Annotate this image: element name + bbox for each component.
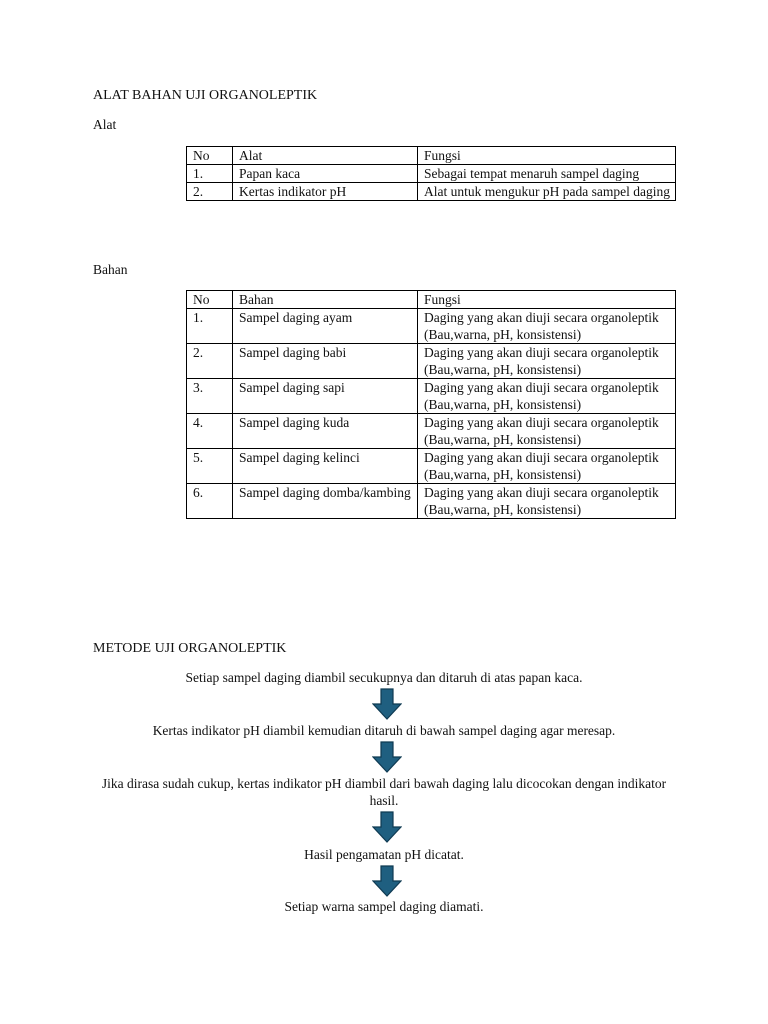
table-cell: Daging yang akan diuji secara organoleptik (Bau,warna, pH, konsistensi) (418, 449, 676, 484)
alat-label: Alat (93, 117, 117, 132)
table-cell: Daging yang akan diuji secara organoleptik (Bau,warna, pH, konsistensi) (418, 309, 676, 344)
table-cell: Sampel daging kuda (233, 414, 418, 449)
table-cell: 4. (187, 414, 233, 449)
table-header-row (187, 291, 676, 309)
table-cell: 3. (187, 379, 233, 414)
method-step: Kertas indikator pH diambil kemudian ditaruh di bawah sampel daging agar meresap. (152, 723, 616, 738)
table-row (187, 484, 676, 519)
method-title: METODE UJI ORGANOLEPTIK (93, 641, 287, 656)
table-header-row (187, 147, 676, 165)
table-cell: Sampel daging kelinci (233, 449, 418, 484)
table-cell: 2. (187, 344, 233, 379)
table-cell: Daging yang akan diuji secara organoleptik (Bau,warna, pH, konsistensi) (418, 484, 676, 519)
table-cell: 1. (187, 165, 233, 183)
table-cell: Alat untuk mengukur pH pada sampel daging (418, 183, 676, 201)
down-arrow-icon (372, 741, 402, 773)
table-cell: 1. (187, 309, 233, 344)
alat-table (186, 146, 676, 201)
table-cell: Daging yang akan diuji secara organoleptik (Bau,warna, pH, konsistensi) (418, 379, 676, 414)
table-cell: Sampel daging babi (233, 344, 418, 379)
table-row (187, 183, 676, 201)
method-step: Setiap sampel daging diambil secukupnya dan ditaruh di atas papan kaca. (185, 670, 583, 685)
method-step: Hasil pengamatan pH dicatat. (304, 847, 464, 862)
table-cell: Daging yang akan diuji secara organoleptik (Bau,warna, pH, konsistensi) (418, 414, 676, 449)
header-cell: Alat (233, 147, 418, 165)
table-cell: Kertas indikator pH (233, 183, 418, 201)
method-step: Setiap warna sampel daging diamati. (284, 899, 484, 914)
table-cell: Daging yang akan diuji secara organoleptik (Bau,warna, pH, konsistensi) (418, 344, 676, 379)
table-row (187, 165, 676, 183)
table-cell: 2. (187, 183, 233, 201)
header-cell: Bahan (233, 291, 418, 309)
down-arrow-icon (372, 811, 402, 843)
bahan-table (186, 290, 676, 519)
table-cell: Papan kaca (233, 165, 418, 183)
table-cell: Sampel daging domba/kambing (233, 484, 418, 519)
table-row (187, 344, 676, 379)
table-cell: 6. (187, 484, 233, 519)
table-cell: Sampel daging sapi (233, 379, 418, 414)
table-row (187, 379, 676, 414)
method-step: Jika dirasa sudah cukup, kertas indikator pH diambil dari bawah daging lalu dicocokan dengan indikator hasil. (101, 776, 667, 808)
table-cell: Sampel daging ayam (233, 309, 418, 344)
table-row (187, 309, 676, 344)
header-cell: Fungsi (418, 291, 676, 309)
table-cell: Sebagai tempat menaruh sampel daging (418, 165, 676, 183)
header-cell: No (187, 147, 233, 165)
table-row (187, 414, 676, 449)
header-cell: No (187, 291, 233, 309)
table-row (187, 449, 676, 484)
down-arrow-icon (372, 865, 402, 897)
down-arrow-icon (372, 688, 402, 720)
header-cell: Fungsi (418, 147, 676, 165)
table-cell: 5. (187, 449, 233, 484)
bahan-label: Bahan (93, 262, 128, 277)
document-title: ALAT BAHAN UJI ORGANOLEPTIK (93, 88, 318, 103)
